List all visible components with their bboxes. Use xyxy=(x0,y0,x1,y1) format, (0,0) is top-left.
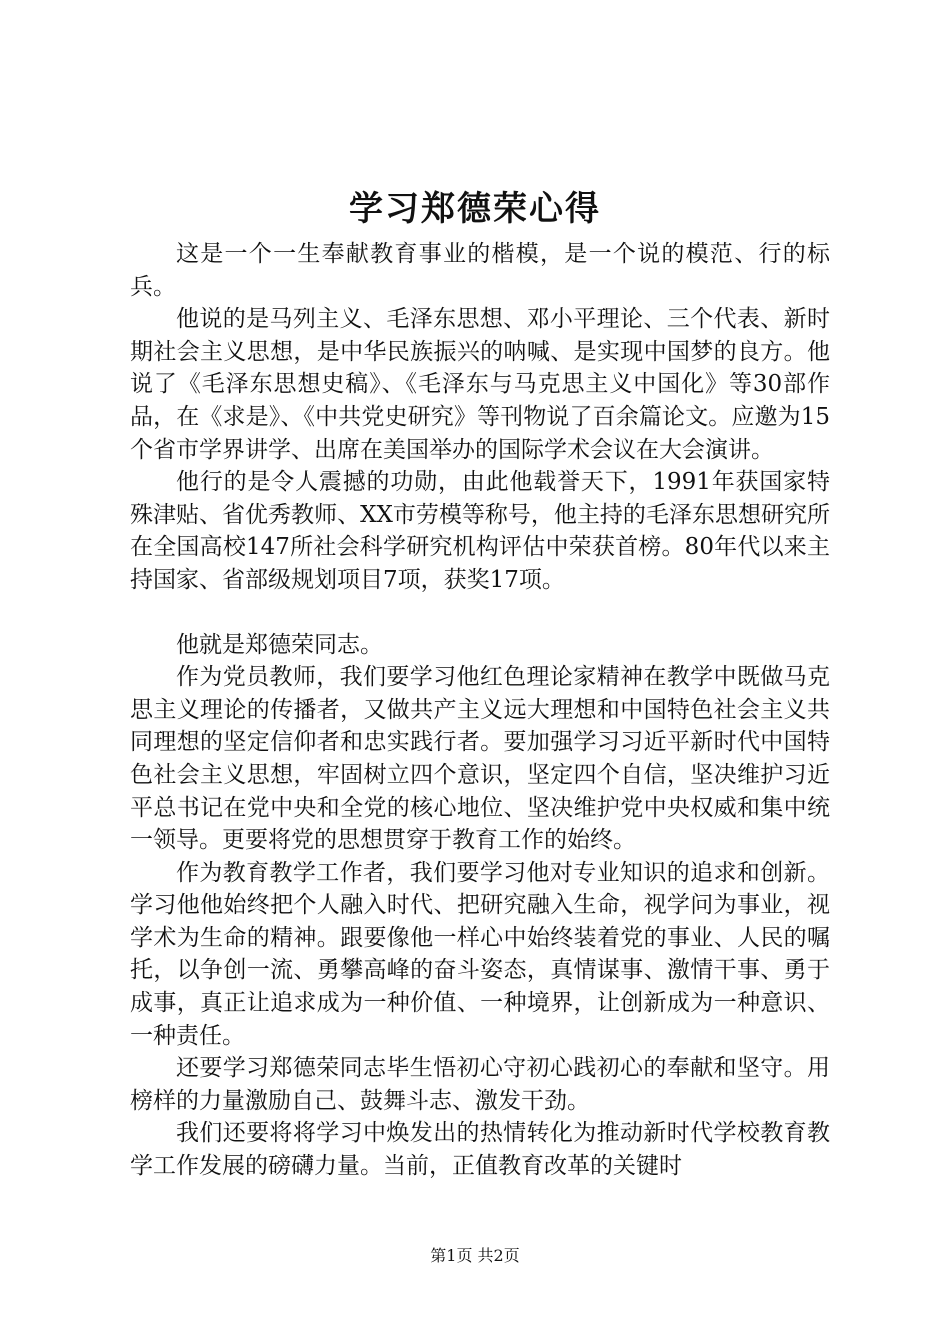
document-body xyxy=(130,238,830,1183)
document-title: 学习郑德荣心得 xyxy=(349,189,601,229)
paragraph: 作为教育教学工作者，我们要学习他对专业知识的追求和创新。学习他他始终把个人融入时代、把研究融入生命，视学问为事业，视学术为生命的精神。跟要像他一样心中始终装着党的事业、人民的嘱托，以争创一流、勇攀高峰的奋斗姿态，真情谋事、激情干事、勇于成事，真正让追求成为一种价值、一种境界，让创新成为一种意识、一种责任。 xyxy=(130,859,830,1049)
paragraph: 作为党员教师，我们要学习他红色理论家精神在教学中既做马克思主义理论的传播者，又做共产主义远大理想和中国特色社会主义共同理想的坚定信仰者和忠实践行者。要加强学习习近平新时代中国特色社会主义思想，牢固树立四个意识，坚定四个自信，坚决维护习近平总书记在党中央和全党的核心地位、坚决维护党中央权威和集中统一领导。更要将党的思想贯穿于教育工作的始终。 xyxy=(130,664,830,854)
paragraph: 我们还要将将学习中焕发出的热情转化为推动新时代学校教育教学工作发展的磅礴力量。当前，正值教育改革的关键时 xyxy=(130,1120,830,1180)
paragraph: 还要学习郑德荣同志毕生悟初心守初心践初心的奉献和坚守。用榜样的力量激励自己、鼓舞斗志、激发干劲。 xyxy=(130,1055,830,1114)
paragraph: 他说的是马列主义、毛泽东思想、邓小平理论、三个代表、新时期社会主义思想，是中华民族振兴的呐喊、是实现中国梦的良方。他说了《毛泽东思想史稿》、《毛泽东与马克思主义中国化》等30部作品，在《求是》、《中共党史研究》等刊物说了百余篇论文。应邀为15个省市学界讲学、出席在美国举办的国际学术会议在大会演讲。 xyxy=(130,306,830,463)
page-number-footer: 第1页 共2页 xyxy=(430,1246,520,1265)
paragraph: 这是一个一生奉献教育事业的楷模，是一个说的模范、行的标兵。 xyxy=(130,241,830,300)
paragraph: 他就是郑德荣同志。 xyxy=(176,631,383,658)
paragraph: 他行的是令人震撼的功勋，由此他载誉天下，1991年获国家特殊津贴、省优秀教师、XX市劳模等称号，他主持的毛泽东思想研究所在全国高校147所社会科学研究机构评估中荣获首榜。80年代以来主持国家、省部级规划项目7项，获奖17项。 xyxy=(130,469,830,593)
